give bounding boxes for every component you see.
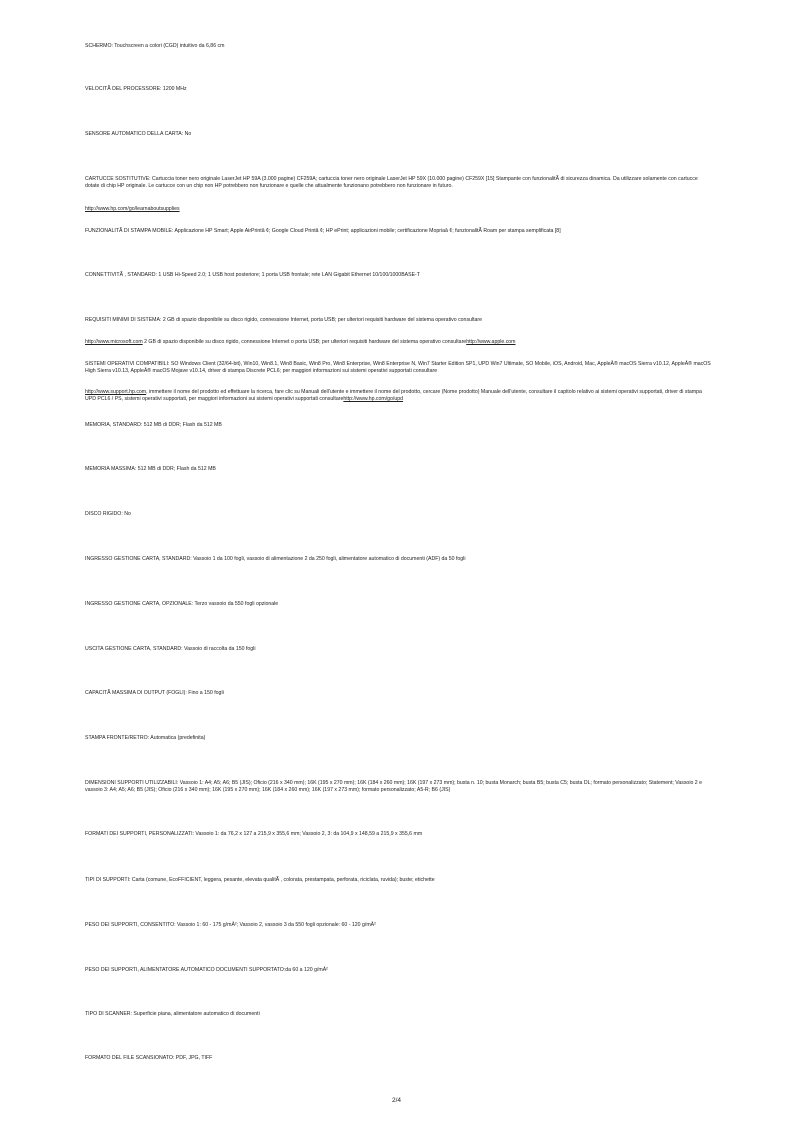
spec-sensore-carta: SENSORE AUTOMATICO DELLA CARTA: No — [85, 131, 192, 137]
spec-uscita-standard: USCITA GESTIONE CARTA, STANDARD: Vassoio di raccolta da 150 fogli — [85, 646, 256, 652]
spec-fronte-retro: STAMPA FRONTE/RETRO: Automatica (predefinita) — [85, 735, 206, 741]
spec-peso-adf: PESO DEI SUPPORTI, ALIMENTATORE AUTOMATICO DOCUMENTI SUPPORTATO:da 60 a 120 g/mÂ² — [85, 967, 328, 973]
spec-connettivita: CONNETTIVITÃ , STANDARD: 1 USB Hi-Speed 2.0; 1 USB host posteriore; 1 porta USB frontale; rete LAN Gigabit Ethernet 10/100/1000BASE-T — [85, 272, 420, 278]
link-learnaboutsupplies[interactable]: http://www.hp.com/go/learnaboutsupplies — [85, 206, 180, 212]
link-apple[interactable]: http://www.apple.com — [466, 339, 516, 345]
microsoft-line — [85, 339, 711, 346]
spec-cartucce: CARTUCCE SOSTITUTIVE: Cartuccia toner nero originale LaserJet HP 59A (3.000 pagine) CF259A; cartuccia toner nero originale LaserJet HP 59X (10.000 pagine) CF259X [15] Stampante con funzionalitÃ di sicurezza dinamica. Da utilizzare solamente con cartucce dotate di chip HP originale. Le cartucce con un chip non HP potrebbero non funzionare e quelle che attualmente funzionano potrebbero non funzionare in futuro. — [85, 176, 698, 190]
spec-tipi-supporti: TIPI DI SUPPORTI: Carta (comune, EcoFFICIENT, leggera, pesante, elevata qualitÃ , colorata, prestampata, perforata, riciclata, ruvida); buste; etichette — [85, 877, 435, 883]
spec-formato-file: FORMATO DEL FILE SCANSIONATO: PDF, JPG, TIFF — [85, 1055, 213, 1061]
spec-memoria-massima: MEMORIA MASSIMA: 512 MB di DDR; Flash da 512 MB — [85, 466, 216, 472]
microsoft-text: 2 GB di spazio disponibile su disco rigido, connessione Internet o porta USB; per ulteriori requisiti hardware del sistema operativo consultare — [142, 339, 467, 345]
spec-schermo: SCHERMO: Touchscreen a colori (CGD) intuitivo da 6,86 cm — [85, 43, 225, 49]
spec-ingresso-opzionale: INGRESSO GESTIONE CARTA, OPZIONALE: Terzo vassoio da 550 fogli opzionale — [85, 601, 279, 607]
spec-peso-consentito: PESO DEI SUPPORTI, CONSENTITO: Vassoio 1: 60 - 175 g/mÂ²; Vassoio 2, vassoio 3 da 550 fogli opzionale: 60 - 120 g/mÂ² — [85, 922, 376, 928]
spec-disco-rigido: DISCO RIGIDO: No — [85, 511, 131, 517]
support-line — [85, 389, 711, 403]
spec-requisiti-sistema: REQUISITI MINIMI DI SISTEMA: 2 GB di spazio disponibile su disco rigido, connessione Internet, porta USB; per ulteriori requisiti hardware del sistema operativo consultare — [85, 317, 483, 323]
spec-capacita-output: CAPACITÃ MASSIMA DI OUTPUT (FOGLI): Fino a 150 fogli — [85, 690, 224, 696]
spec-formati-personalizzati: FORMATI DEI SUPPORTI, PERSONALIZZATI: Vassoio 1: da 76,2 x 127 a 215,9 x 355,6 mm; Vassoio 2, 3: da 104,9 x 148,59 a 215,9 x 355,6 mm — [85, 831, 423, 837]
spec-stampa-mobile: FUNZIONALITÃ DI STAMPA MOBILE: Applicazione HP Smart; Apple AirPrintâ ¢; Google Cloud Printâ ¢; HP ePrint; applicazioni mobile; certificazione Mopriaâ ¢; funzionalitÃ Roam per stampa semplificata [8] — [85, 228, 561, 234]
support-text: , immettere il nome del prodotto ed effettuare la ricerca, fare clic su Manuali dell'utente e immettere il nome del prodotto, cercare (Nome prodotto) Manuale dell'utente, consultare il capitolo relativo ai sistemi operativi supportati, driver di stampa UPD PCL6 / PS, sistemi operativi supportati, per maggiori informazioni sui sistemi operativi supportati consultare — [85, 389, 702, 403]
link-hp-upd[interactable]: http://www.hp.com/go/upd — [343, 396, 404, 403]
link-microsoft[interactable]: http://www.microsoft.com — [85, 339, 143, 345]
spec-dimensioni-supporti: DIMENSIONI SUPPORTI UTILIZZABILI: Vassoio 1: A4; A5; A6; B5 (JIS); Oficio (216 x 340 mm); 16K (195 x 270 mm); 16K (184 x 260 mm); 16K (197 x 273 mm); busta n. 10; busta Monarch; busta B5; busta C5; busta DL; formato personalizzato; Statement; Vassoio 2 e vassoio 3: A4; A5; A6; B5 (JIS); Oficio (216 x 340 mm); 16K (195 x 270 mm); 16K (184 x 260 mm); 16K (197 x 273 mm); formato personalizzato; A5-R; B6 (JIS) — [85, 780, 703, 794]
learnaboutsupplies-link[interactable] — [85, 206, 711, 213]
page-number: 2/4 — [391, 1097, 402, 1104]
spec-memoria-standard: MEMORIA, STANDARD: 512 MB di DDR; Flash da 512 MB — [85, 422, 222, 428]
spec-sistemi-operativi: SISTEMI OPERATIVI COMPATIBILI: SO Windows Client (32/64-bit), Win10, Win8.1, Win8 Basic, Win8 Pro, Win8 Enterprise, Win8 Enterprise N, Win7 Starter Edition SP1, UPD Win7 Ultimate, SO Mobile, iOS, Android, Mac, AppleÂ® macOS Sierra v10.12, AppleÂ® macOS High Sierra v10.13, AppleÂ® macOS Mojave v10.14, driver di stampa Discrete PCL6; per maggiori informazioni sui sistemi operativi supportati consultare — [85, 361, 711, 375]
spec-velocita-processore: VELOCITÃ DEL PROCESSORE: 1200 MHz — [85, 86, 187, 92]
link-support-hp[interactable]: http://www.support.hp.com — [85, 389, 147, 395]
spec-tipo-scanner: TIPO DI SCANNER: Superficie piana, alimentatore automatico di documenti — [85, 1011, 260, 1017]
spec-ingresso-standard: INGRESSO GESTIONE CARTA, STANDARD: Vassoio 1 da 100 fogli, vassoio di alimentazione 2 da 250 fogli, alimentatore automatico di documenti (ADF) da 50 fogli — [85, 556, 466, 562]
